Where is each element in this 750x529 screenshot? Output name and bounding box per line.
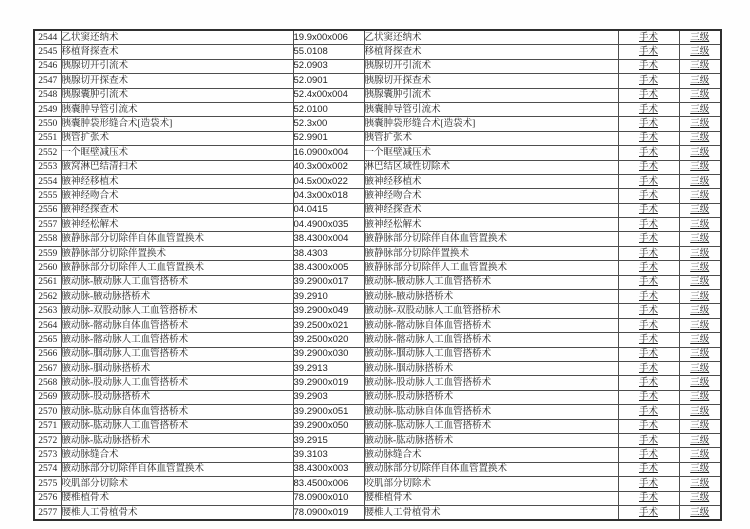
- procedure-name-repeat-cell: 一个眶壁减压术: [364, 146, 618, 160]
- row-number-cell: 2549: [34, 102, 61, 116]
- category-cell: 手术: [618, 261, 679, 275]
- level-cell: 三级: [679, 232, 721, 246]
- procedure-name-repeat-cell: 腋动脉-髂动脉自体血管搭桥术: [364, 318, 618, 332]
- table-row: [34, 361, 721, 375]
- procedure-name-cell: 胰腺切开引流术: [61, 59, 293, 73]
- row-number-cell: 2575: [34, 477, 61, 491]
- row-number-cell: 2571: [34, 419, 61, 433]
- category-cell: 手术: [618, 390, 679, 404]
- category-cell: 手术: [618, 318, 679, 332]
- category-cell: 手术: [618, 376, 679, 390]
- category-cell: 手术: [618, 131, 679, 145]
- procedure-name-repeat-cell: 胰囊肿袋形缝合术[造袋术]: [364, 117, 618, 131]
- level-cell: 三级: [679, 203, 721, 217]
- table-row: [34, 405, 721, 419]
- table-row: [34, 146, 721, 160]
- table-row: [34, 45, 721, 59]
- category-cell: 手术: [618, 174, 679, 188]
- table-row: [34, 433, 721, 447]
- row-number-cell: 2551: [34, 131, 61, 145]
- procedure-name-cell: 腋动脉-腋动脉人工血管搭桥术: [61, 275, 293, 289]
- table-row: [34, 189, 721, 203]
- procedure-code-cell: 52.4x00x004: [293, 88, 364, 102]
- table-row: [34, 448, 721, 462]
- category-cell: 手术: [618, 45, 679, 59]
- procedure-code-cell: 39.2903: [293, 390, 364, 404]
- row-number-cell: 2560: [34, 261, 61, 275]
- table-row: [34, 203, 721, 217]
- level-cell: 三级: [679, 131, 721, 145]
- level-cell: 三级: [679, 160, 721, 174]
- procedure-name-cell: 腋动脉-髂动脉人工血管搭桥术: [61, 333, 293, 347]
- row-number-cell: 2548: [34, 88, 61, 102]
- procedure-name-cell: 腋动脉-肱动脉搭桥术: [61, 433, 293, 447]
- row-number-cell: 2558: [34, 232, 61, 246]
- table-row: [34, 462, 721, 476]
- procedure-name-repeat-cell: 腋动脉-腋动脉人工血管搭桥术: [364, 275, 618, 289]
- category-cell: 手术: [618, 74, 679, 88]
- procedure-name-cell: 腋动脉-腘动脉人工血管搭桥术: [61, 347, 293, 361]
- procedure-name-cell: 腋神经移植术: [61, 174, 293, 188]
- category-cell: 手术: [618, 333, 679, 347]
- procedure-name-repeat-cell: 腋静脉部分切除伴自体血管置换术: [364, 232, 618, 246]
- procedure-code-cell: 40.3x00x002: [293, 160, 364, 174]
- table-row: [34, 275, 721, 289]
- level-cell: 三级: [679, 59, 721, 73]
- procedure-name-cell: 腋动脉-肱动脉人工血管搭桥术: [61, 419, 293, 433]
- category-cell: 手术: [618, 246, 679, 260]
- procedure-code-cell: 78.0900x010: [293, 491, 364, 505]
- procedure-name-repeat-cell: 腋神经移植术: [364, 174, 618, 188]
- procedure-name-cell: 腋静脉部分切除伴人工血管置换术: [61, 261, 293, 275]
- procedure-code-cell: 52.0100: [293, 102, 364, 116]
- procedure-code-cell: 55.0108: [293, 45, 364, 59]
- procedure-name-cell: 移植肾探查术: [61, 45, 293, 59]
- procedure-code-cell: 04.3x00x018: [293, 189, 364, 203]
- procedure-name-cell: 胰腺囊肿引流术: [61, 88, 293, 102]
- table-row: [34, 304, 721, 318]
- procedure-code-cell: 52.0901: [293, 74, 364, 88]
- level-cell: 三级: [679, 318, 721, 332]
- procedure-name-repeat-cell: 腋动脉-髂动脉人工血管搭桥术: [364, 333, 618, 347]
- procedure-name-cell: 乙状窦还纳术: [61, 30, 293, 45]
- row-number-cell: 2554: [34, 174, 61, 188]
- procedure-name-repeat-cell: 腰椎植骨术: [364, 491, 618, 505]
- procedure-name-cell: 腋动脉-肱动脉自体血管搭桥术: [61, 405, 293, 419]
- procedure-name-repeat-cell: 腋静脉部分切除伴置换术: [364, 246, 618, 260]
- procedure-code-cell: 39.3103: [293, 448, 364, 462]
- table-row: [34, 30, 721, 45]
- category-cell: 手术: [618, 477, 679, 491]
- procedure-code-cell: 52.0903: [293, 59, 364, 73]
- row-number-cell: 2569: [34, 390, 61, 404]
- procedure-code-cell: 39.2900x049: [293, 304, 364, 318]
- row-number-cell: 2574: [34, 462, 61, 476]
- level-cell: 三级: [679, 505, 721, 520]
- procedure-code-cell: 39.2500x021: [293, 318, 364, 332]
- procedure-name-repeat-cell: 腋动脉-双股动脉人工血管搭桥术: [364, 304, 618, 318]
- procedure-name-cell: 腋动脉部分切除伴自体血管置换术: [61, 462, 293, 476]
- procedure-code-cell: 52.3x00: [293, 117, 364, 131]
- procedure-name-cell: 一个眶壁减压术: [61, 146, 293, 160]
- procedure-name-repeat-cell: 腋动脉-肱动脉搭桥术: [364, 433, 618, 447]
- row-number-cell: 2562: [34, 290, 61, 304]
- table-row: [34, 261, 721, 275]
- table-row: [34, 290, 721, 304]
- table-row: [34, 390, 721, 404]
- procedure-name-cell: 腰椎植骨术: [61, 491, 293, 505]
- procedure-name-cell: 腋静脉部分切除伴自体血管置换术: [61, 232, 293, 246]
- procedure-name-cell: 胰囊肿导管引流术: [61, 102, 293, 116]
- procedure-name-cell: 腋神经松解术: [61, 218, 293, 232]
- table-row: [34, 74, 721, 88]
- procedure-code-cell: 19.9x00x006: [293, 30, 364, 45]
- level-cell: 三级: [679, 405, 721, 419]
- row-number-cell: 2546: [34, 59, 61, 73]
- level-cell: 三级: [679, 419, 721, 433]
- procedure-name-cell: 腋动脉-股动脉搭桥术: [61, 390, 293, 404]
- level-cell: 三级: [679, 45, 721, 59]
- row-number-cell: 2573: [34, 448, 61, 462]
- table-row: [34, 102, 721, 116]
- procedure-name-cell: 腰椎人工骨植骨术: [61, 505, 293, 520]
- level-cell: 三级: [679, 189, 721, 203]
- level-cell: 三级: [679, 102, 721, 116]
- procedure-name-repeat-cell: 腋动脉-腋动脉搭桥术: [364, 290, 618, 304]
- table-row: [34, 117, 721, 131]
- level-cell: 三级: [679, 448, 721, 462]
- procedure-code-cell: 04.4900x035: [293, 218, 364, 232]
- procedure-name-repeat-cell: 腋静脉部分切除伴人工血管置换术: [364, 261, 618, 275]
- procedure-name-repeat-cell: 腋动脉-肱动脉人工血管搭桥术: [364, 419, 618, 433]
- level-cell: 三级: [679, 88, 721, 102]
- table-row: [34, 246, 721, 260]
- level-cell: 三级: [679, 361, 721, 375]
- level-cell: 三级: [679, 290, 721, 304]
- category-cell: 手术: [618, 59, 679, 73]
- category-cell: 手术: [618, 419, 679, 433]
- category-cell: 手术: [618, 448, 679, 462]
- table-row: [34, 376, 721, 390]
- table-row: [34, 419, 721, 433]
- procedure-name-cell: 腋动脉-髂动脉自体血管搭桥术: [61, 318, 293, 332]
- procedure-name-cell: 腋静脉部分切除伴置换术: [61, 246, 293, 260]
- row-number-cell: 2557: [34, 218, 61, 232]
- procedure-code-cell: 38.4300x004: [293, 232, 364, 246]
- row-number-cell: 2566: [34, 347, 61, 361]
- procedure-code-cell: 39.2900x050: [293, 419, 364, 433]
- table-row: [34, 59, 721, 73]
- procedure-code-cell: 52.9901: [293, 131, 364, 145]
- row-number-cell: 2572: [34, 433, 61, 447]
- procedure-name-cell: 胰腺切开探查术: [61, 74, 293, 88]
- procedure-code-cell: 39.2910: [293, 290, 364, 304]
- procedure-code-cell: 04.0415: [293, 203, 364, 217]
- table-row: [34, 88, 721, 102]
- row-number-cell: 2544: [34, 30, 61, 45]
- procedure-code-cell: 39.2900x030: [293, 347, 364, 361]
- row-number-cell: 2564: [34, 318, 61, 332]
- procedure-name-repeat-cell: 腋神经吻合术: [364, 189, 618, 203]
- row-number-cell: 2559: [34, 246, 61, 260]
- category-cell: 手术: [618, 232, 679, 246]
- level-cell: 三级: [679, 462, 721, 476]
- row-number-cell: 2576: [34, 491, 61, 505]
- procedure-code-cell: 39.2900x017: [293, 275, 364, 289]
- level-cell: 三级: [679, 117, 721, 131]
- procedure-code-cell: 16.0900x004: [293, 146, 364, 160]
- procedure-name-repeat-cell: 胰囊肿导管引流术: [364, 102, 618, 116]
- category-cell: 手术: [618, 462, 679, 476]
- level-cell: 三级: [679, 347, 721, 361]
- category-cell: 手术: [618, 491, 679, 505]
- level-cell: 三级: [679, 491, 721, 505]
- procedure-name-cell: 腋神经吻合术: [61, 189, 293, 203]
- level-cell: 三级: [679, 261, 721, 275]
- category-cell: 手术: [618, 361, 679, 375]
- category-cell: 手术: [618, 275, 679, 289]
- level-cell: 三级: [679, 218, 721, 232]
- procedure-name-repeat-cell: 腋神经探查术: [364, 203, 618, 217]
- procedure-code-cell: 39.2900x019: [293, 376, 364, 390]
- procedure-code-cell: 38.4300x003: [293, 462, 364, 476]
- procedure-code-cell: 39.2900x051: [293, 405, 364, 419]
- procedure-table: [33, 29, 722, 521]
- procedure-name-repeat-cell: 乙状窦还纳术: [364, 30, 618, 45]
- category-cell: 手术: [618, 189, 679, 203]
- table-row: [34, 333, 721, 347]
- table-row: [34, 491, 721, 505]
- procedure-code-cell: 04.5x00x022: [293, 174, 364, 188]
- procedure-name-repeat-cell: 胰腺切开引流术: [364, 59, 618, 73]
- row-number-cell: 2556: [34, 203, 61, 217]
- procedure-name-cell: 咬肌部分切除术: [61, 477, 293, 491]
- row-number-cell: 2550: [34, 117, 61, 131]
- row-number-cell: 2561: [34, 275, 61, 289]
- category-cell: 手术: [618, 347, 679, 361]
- level-cell: 三级: [679, 174, 721, 188]
- procedure-name-repeat-cell: 移植肾探查术: [364, 45, 618, 59]
- procedure-name-cell: 胰管扩张术: [61, 131, 293, 145]
- row-number-cell: 2565: [34, 333, 61, 347]
- category-cell: 手术: [618, 102, 679, 116]
- procedure-name-cell: 腋动脉-双股动脉人工血管搭桥术: [61, 304, 293, 318]
- category-cell: 手术: [618, 304, 679, 318]
- level-cell: 三级: [679, 304, 721, 318]
- table-row: [34, 174, 721, 188]
- category-cell: 手术: [618, 117, 679, 131]
- procedure-code-cell: 39.2500x020: [293, 333, 364, 347]
- category-cell: 手术: [618, 88, 679, 102]
- row-number-cell: 2563: [34, 304, 61, 318]
- level-cell: 三级: [679, 333, 721, 347]
- procedure-name-repeat-cell: 腰椎人工骨植骨术: [364, 505, 618, 520]
- procedure-name-repeat-cell: 胰腺切开探查术: [364, 74, 618, 88]
- procedure-code-cell: 38.4303: [293, 246, 364, 260]
- row-number-cell: 2567: [34, 361, 61, 375]
- row-number-cell: 2547: [34, 74, 61, 88]
- level-cell: 三级: [679, 246, 721, 260]
- procedure-name-repeat-cell: 胰腺囊肿引流术: [364, 88, 618, 102]
- level-cell: 三级: [679, 30, 721, 45]
- category-cell: 手术: [618, 405, 679, 419]
- procedure-code-cell: 39.2915: [293, 433, 364, 447]
- table-row: [34, 477, 721, 491]
- procedure-name-repeat-cell: 腋动脉-股动脉搭桥术: [364, 390, 618, 404]
- table-row: [34, 347, 721, 361]
- category-cell: 手术: [618, 160, 679, 174]
- row-number-cell: 2553: [34, 160, 61, 174]
- procedure-name-repeat-cell: 腋神经松解术: [364, 218, 618, 232]
- row-number-cell: 2570: [34, 405, 61, 419]
- category-cell: 手术: [618, 218, 679, 232]
- level-cell: 三级: [679, 74, 721, 88]
- row-number-cell: 2552: [34, 146, 61, 160]
- level-cell: 三级: [679, 275, 721, 289]
- category-cell: 手术: [618, 433, 679, 447]
- procedure-table-body: [34, 30, 721, 520]
- row-number-cell: 2568: [34, 376, 61, 390]
- procedure-name-cell: 腋窝淋巴结清扫术: [61, 160, 293, 174]
- category-cell: 手术: [618, 146, 679, 160]
- procedure-code-cell: 39.2913: [293, 361, 364, 375]
- procedure-name-cell: 腋动脉-腋动脉搭桥术: [61, 290, 293, 304]
- level-cell: 三级: [679, 376, 721, 390]
- category-cell: 手术: [618, 203, 679, 217]
- level-cell: 三级: [679, 390, 721, 404]
- procedure-name-cell: 腋动脉缝合术: [61, 448, 293, 462]
- procedure-name-cell: 腋动脉-腘动脉搭桥术: [61, 361, 293, 375]
- procedure-name-repeat-cell: 腋动脉缝合术: [364, 448, 618, 462]
- procedure-name-repeat-cell: 腋动脉-股动脉人工血管搭桥术: [364, 376, 618, 390]
- table-row: [34, 232, 721, 246]
- procedure-name-repeat-cell: 腋动脉-腘动脉搭桥术: [364, 361, 618, 375]
- procedure-name-repeat-cell: 腋动脉部分切除伴自体血管置换术: [364, 462, 618, 476]
- procedure-name-repeat-cell: 胰管扩张术: [364, 131, 618, 145]
- procedure-name-repeat-cell: 咬肌部分切除术: [364, 477, 618, 491]
- procedure-name-cell: 腋动脉-股动脉人工血管搭桥术: [61, 376, 293, 390]
- procedure-code-cell: 78.0900x019: [293, 505, 364, 520]
- category-cell: 手术: [618, 30, 679, 45]
- procedure-name-cell: 腋神经探查术: [61, 203, 293, 217]
- table-row: [34, 131, 721, 145]
- category-cell: 手术: [618, 290, 679, 304]
- table-row: [34, 160, 721, 174]
- table-row: [34, 218, 721, 232]
- level-cell: 三级: [679, 477, 721, 491]
- level-cell: 三级: [679, 433, 721, 447]
- procedure-code-cell: 83.4500x006: [293, 477, 364, 491]
- row-number-cell: 2577: [34, 505, 61, 520]
- procedure-name-repeat-cell: 腋动脉-肱动脉自体血管搭桥术: [364, 405, 618, 419]
- row-number-cell: 2545: [34, 45, 61, 59]
- procedure-name-repeat-cell: 腋动脉-腘动脉人工血管搭桥术: [364, 347, 618, 361]
- category-cell: 手术: [618, 505, 679, 520]
- row-number-cell: 2555: [34, 189, 61, 203]
- procedure-code-cell: 38.4300x005: [293, 261, 364, 275]
- procedure-name-cell: 胰囊肿袋形缝合术[造袋术]: [61, 117, 293, 131]
- procedure-name-repeat-cell: 淋巴结区域性切除术: [364, 160, 618, 174]
- level-cell: 三级: [679, 146, 721, 160]
- table-row: [34, 505, 721, 520]
- table-row: [34, 318, 721, 332]
